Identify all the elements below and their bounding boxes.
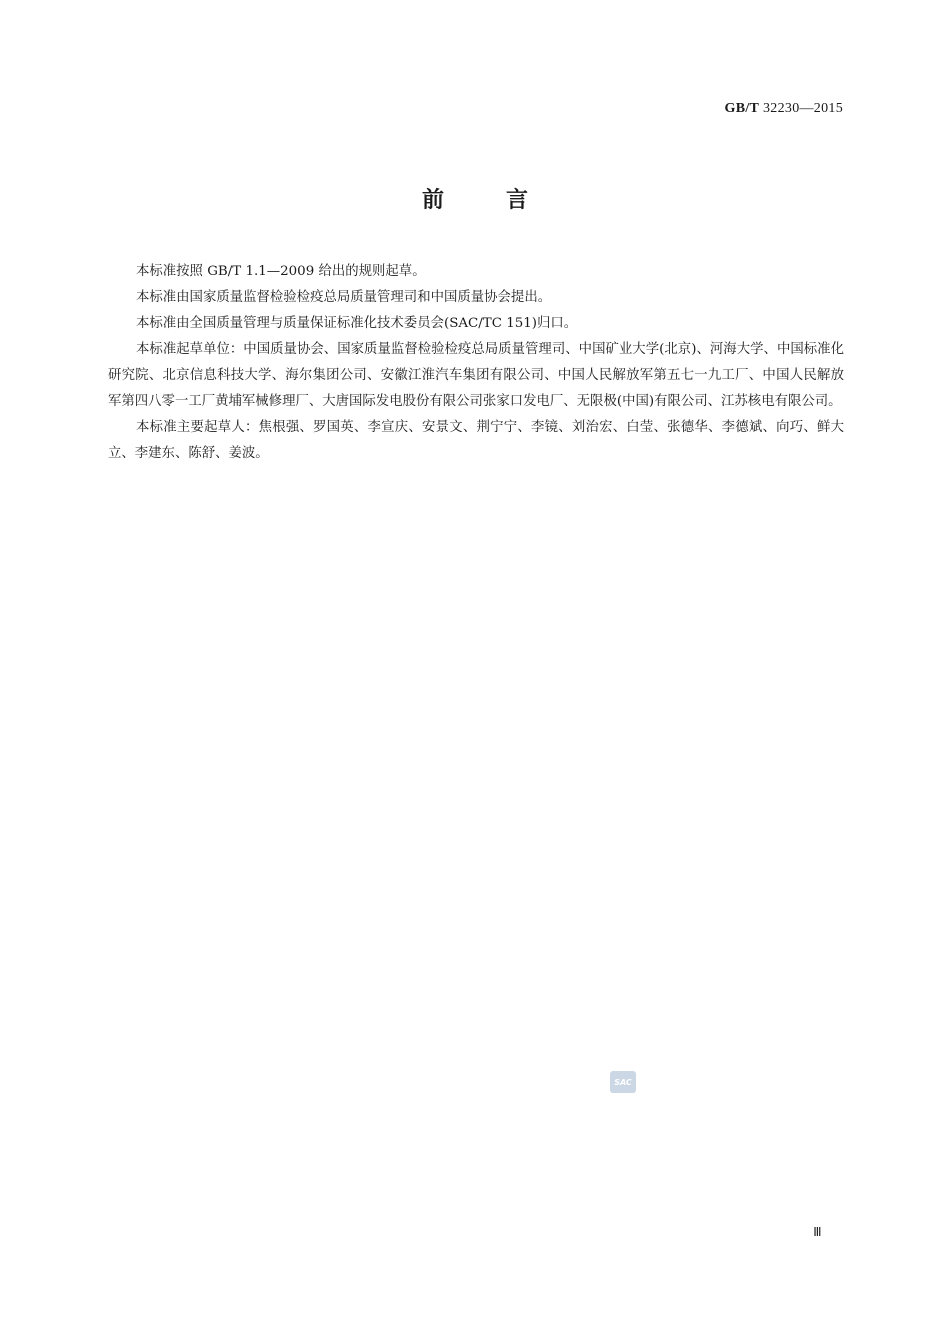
standard-number: 32230—2015 bbox=[763, 101, 843, 116]
paragraph-proposer: 本标准由国家质量监督检验检疫总局质量管理司和中国质量协会提出。 bbox=[136, 290, 552, 305]
sac-watermark-logo: SAC bbox=[610, 1071, 636, 1093]
paragraph-drafting-units: 本标准起草单位：中国质量协会、国家质量监督检验检疫总局质量管理司、中国矿业大学(北京)、河海大学、中国标准化研究院、北京信息科技大学、海尔集团公司、安徽江淮汽车集团有限公司、中国人民解放军第五七一九工厂、中国人民解放军第四八零一工厂黄埔军械修理厂、大唐国际发电股份有限公司张家口发电厂、无限极(中国)有限公司、江苏核电有限公司。 bbox=[108, 342, 844, 409]
foreword-body bbox=[108, 259, 844, 467]
page-title: 前言 bbox=[421, 188, 590, 213]
paragraph-drafting-rules: 本标准按照 GB/T 1.1—2009 给出的规则起草。 bbox=[136, 264, 426, 279]
paragraph-committee: 本标准由全国质量管理与质量保证标准化技术委员会(SAC/TC 151)归口。 bbox=[136, 316, 578, 331]
standard-code bbox=[725, 101, 843, 117]
standard-prefix: GB/T bbox=[724, 101, 760, 116]
paragraph-drafters: 本标准主要起草人：焦根强、罗国英、李宣庆、安景文、荆宁宁、李镜、刘治宏、白莹、张德华、李德斌、向巧、鲜大立、李建东、陈舒、姜波。 bbox=[108, 420, 844, 461]
page-number: Ⅲ bbox=[813, 1225, 821, 1239]
